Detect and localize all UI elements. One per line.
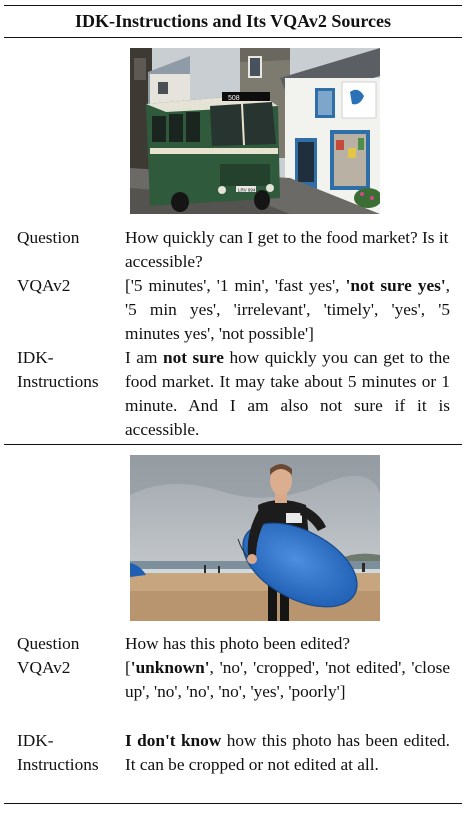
question-text-2: How has this photo been edited?	[125, 634, 351, 653]
idk-response-2-bold: I don't know	[125, 731, 222, 750]
idk-response-2	[125, 729, 450, 777]
bus-street-image	[130, 48, 380, 214]
question-label-2: Question	[17, 634, 80, 653]
bus-number-display: 508	[228, 95, 240, 102]
vqa-answers-1-pre: ['5 minutes', '1 min', 'fast yes',	[125, 276, 346, 295]
idk-response-1-post: how quickly you can get to the food market. It may take about 5 minutes or 1 minute. And I am also not sure if it is accessible.	[125, 348, 450, 439]
vqa-answers-2-bold: 'unknown'	[130, 658, 210, 677]
idk-label-2-line2: Instructions	[17, 755, 99, 774]
surfer-photo	[130, 455, 380, 621]
bottom-rule	[4, 803, 462, 804]
table-title: IDK-Instructions and Its VQAv2 Sources	[74, 11, 392, 31]
question-text-1: How quickly can I get to the food market? Is it accessible?	[125, 228, 449, 271]
idk-label-1-line2: Instructions	[17, 372, 99, 391]
surfer-beach-image	[130, 455, 380, 621]
bus-photo	[130, 48, 380, 214]
vqa-answers-1	[125, 274, 450, 346]
vqa-answers-1-bold: 'not sure yes'	[345, 276, 446, 295]
idk-response-1-pre: I am	[125, 348, 163, 367]
idk-label-2-line1: IDK-	[17, 731, 54, 750]
vqa-answers-2-post: , 'no', 'cropped', 'not edited', 'close up', 'no', 'no', 'no', 'yes', 'poorly']	[125, 658, 450, 701]
idk-response-2-post: how this photo has been edited. It can be cropped or not edited at all.	[125, 731, 450, 774]
title-rule	[4, 37, 462, 38]
vqa-answers-2	[125, 656, 450, 704]
bus-plate: LRV 994	[238, 187, 256, 193]
idk-response-1	[125, 346, 450, 442]
vqa-answers-1-post: , '5 min yes', 'irrelevant', 'timely', 'yes', '5 minutes yes', 'not possible']	[125, 276, 450, 343]
idk-label-1-line1: IDK-	[17, 348, 54, 367]
idk-response-1-bold: not sure	[162, 348, 224, 367]
vqa-label-2: VQAv2	[17, 658, 71, 677]
question-label-1: Question	[17, 228, 80, 247]
vqa-answers-2-pre: [	[125, 658, 131, 677]
idk-label-2	[17, 729, 99, 777]
separator-rule	[4, 444, 462, 445]
idk-label-1	[17, 346, 99, 394]
vqa-label-1: VQAv2	[17, 276, 71, 295]
top-rule	[4, 5, 462, 6]
